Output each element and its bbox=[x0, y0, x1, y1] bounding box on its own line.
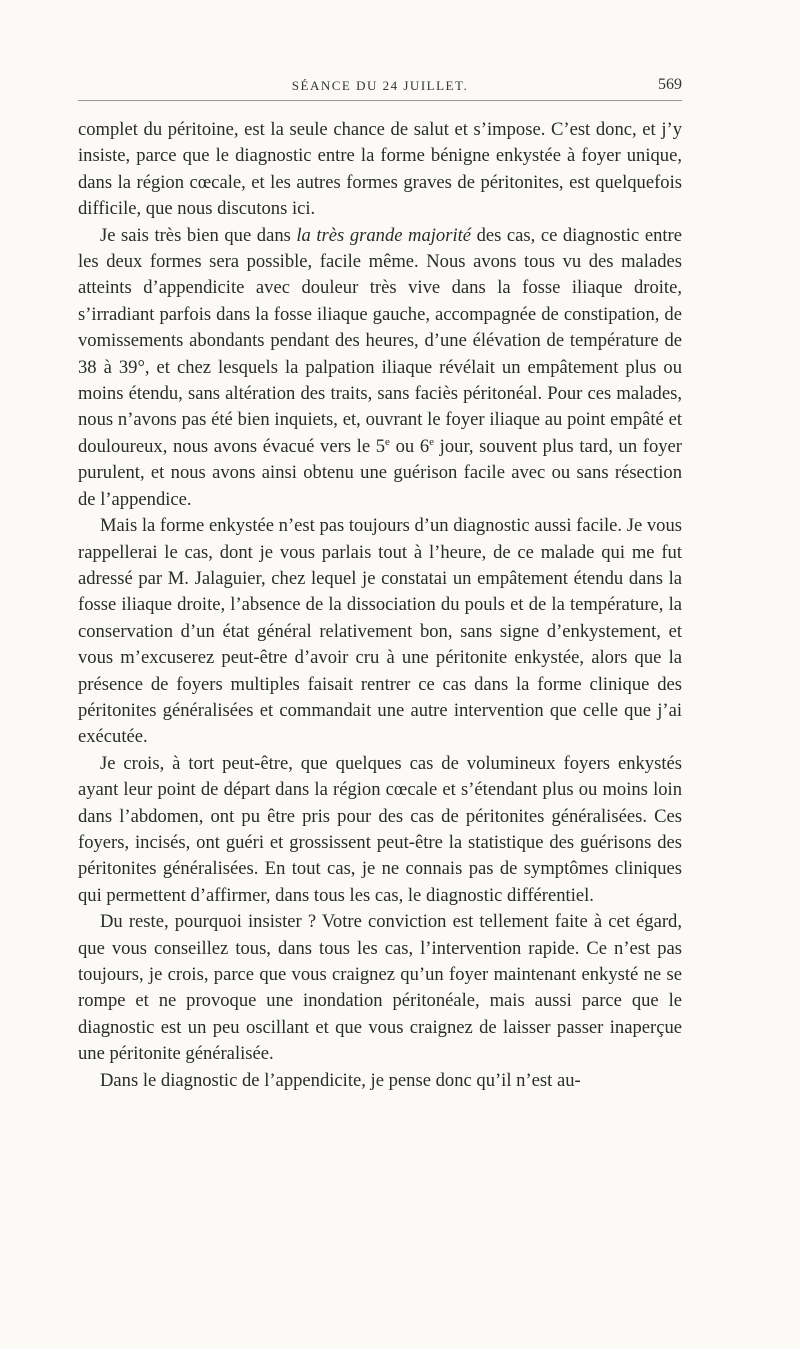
superscript-e: e bbox=[385, 435, 390, 448]
paragraph-2-start: Je sais très bien que dans bbox=[100, 224, 297, 246]
paragraph-1: complet du péritoine, est la seule chance de salut et s’impose. C’est donc, et j’y insiste, parce que le diagnostic entre la forme bénigne enkystée à foyer unique, dans la région cœcale, et les autres formes graves de péritonites, est quelquefois difficile, que nous discutons ici. bbox=[78, 119, 682, 220]
superscript-e: e bbox=[429, 435, 435, 448]
paragraph-3: Mais la forme enkystée n’est pas toujours d’un diagnostic aussi facile. Je vous rappellerai le cas, dont je vous parlais tout à l’heure, de ce malade qui me fut adressé par M. Jalaguier, chez lequel je constatai un empâtement étendu dans la fosse iliaque droite, l’absence de la dissociation du pouls et de la température, la conservation d’un état général relativement bon, sans signe d’enkystement, et vous m’excuserez peut-être d’avoir cru à une péritonite enkystée, alors que la présence de foyers multiples faisait rentrer ce cas dans la forme clinique des péritonites généralisées et commandait une autre intervention que celle que j’ai exécutée. bbox=[78, 515, 682, 748]
paragraph-2 bbox=[78, 223, 682, 513]
paragraph-6: Dans le diagnostic de l’appendicite, je pense donc qu’il n’est au- bbox=[100, 1069, 581, 1091]
paragraph-2-body: des cas, ce diagnostic entre les deux formes sera possible, facile même. Nous avons tous vu des malades atteints d’appendicite avec douleur très vive dans la fosse iliaque droite, s’irradiant parfois dans la fosse iliaque gauche, accompagnée de constipation, de vomissements abondants pendant des heures, d’une élévation de température de 38 à 39°, et chez lesquels la palpation iliaque révélait un empâtement plus ou moins étendu, sans altération des traits, sans faciès péritonéal. Pour ces malades, nous n’avons pas été bien inquiets, et, ouvrant le foyer iliaque au point empâté et douloureux, nous avons évacué vers le 5 bbox=[78, 224, 682, 457]
paragraph-5: Du reste, pourquoi insister ? Votre conviction est tellement faite à cet égard, que vous conseillez tous, dans tous les cas, l’intervention rapide. Ce n’est pas toujours, je crois, parce que vous craignez qu’un foyer maintenant enkysté ne se rompe et ne provoque une inondation péritonéale, mais aussi parce que le diagnostic est un peu oscillant et que vous craignez de laisser passer inaperçue une péritonite généralisée. bbox=[78, 911, 682, 1065]
paragraph-2-mid: ou 6 bbox=[389, 435, 430, 457]
page-number: 569 bbox=[658, 76, 682, 93]
emphasized-phrase: la très grande majorité bbox=[296, 224, 472, 246]
body-text bbox=[78, 117, 682, 1094]
paragraph-4: Je crois, à tort peut-être, que quelques cas de volumineux foyers enkystés ayant leur point de départ dans la région cœcale et s’étendant plus ou moins loin dans l’abdomen, ont pu être pris pour des cas de péritonites généralisées. Ces foyers, incisés, ont guéri et grossissent peut-être la statistique des guérisons des péritonites généralisées. En tout cas, je ne connais pas de symptômes cliniques qui permettent d’affirmer, dans tous les cas, le diagnostic différentiel. bbox=[78, 752, 682, 906]
page-header bbox=[78, 74, 682, 101]
paragraph-2-end: jour, souvent plus tard, un foyer purulent, et nous avons ainsi obtenu une guérison facile avec ou sans résection de l’appendice. bbox=[78, 435, 683, 510]
book-page bbox=[78, 74, 682, 1094]
running-title: SÉANCE DU 24 JUILLET. bbox=[291, 78, 469, 93]
